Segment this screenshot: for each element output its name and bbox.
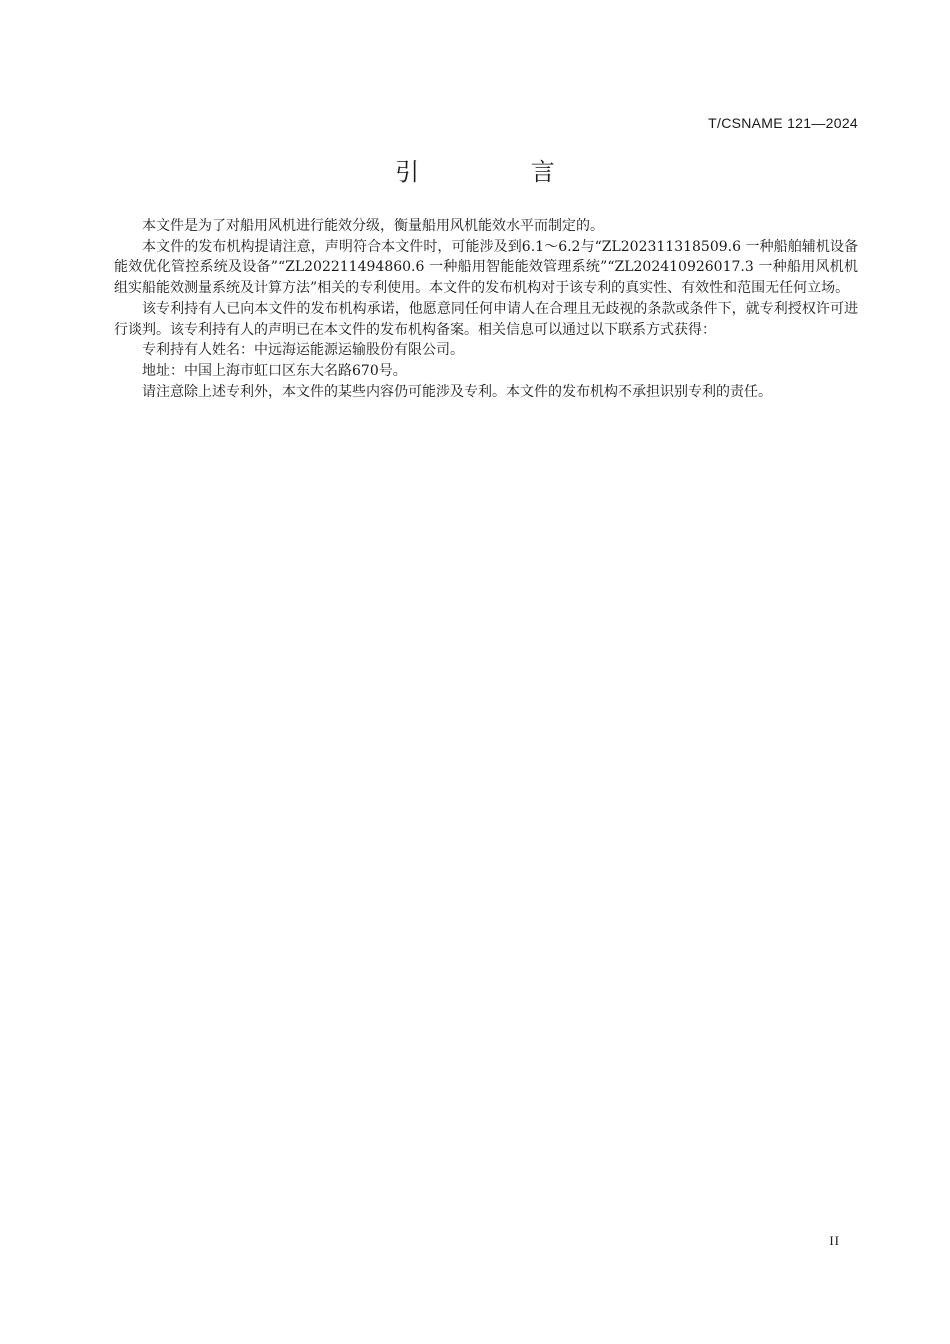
document-code: T/CSNAME 121—2024 bbox=[708, 115, 858, 131]
paragraph-address: 地址：中国上海市虹口区东大名路670号。 bbox=[142, 362, 407, 379]
introduction-body bbox=[114, 216, 858, 402]
paragraph-patent-commitment: 该专利持有人已向本文件的发布机构承诺，他愿意同任何申请人在合理且无歧视的条款或条件下，就专利授权许可进行谈判。该专利持有人的声明已在本文件的发布机构备案。相关信息可以通过以下联系方式获得： bbox=[114, 300, 858, 338]
page-title: 引 言 bbox=[395, 158, 607, 186]
paragraph-disclaimer: 请注意除上述专利外，本文件的某些内容仍可能涉及专利。本文件的发布机构不承担识别专利的责任。 bbox=[142, 383, 772, 400]
paragraph-purpose: 本文件是为了对船用风机进行能效分级，衡量船用风机能效水平而制定的。 bbox=[142, 218, 604, 234]
paragraph-patent-notice: 本文件的发布机构提请注意，声明符合本文件时，可能涉及到6.1～6.2与“ZL202311318509.6 一种船舶辅机设备能效优化管控系统及设备”“ZL202211494860.6 一种船用智能能效管理系统”“ZL202410926017.3 一种船用风机机组实船能效测量系统及计算方法”相关的专利使用。本文件的发布机构对于该专利的真实性、有效性和范围无任何立场。 bbox=[114, 238, 858, 297]
page-number: II bbox=[829, 1233, 840, 1248]
paragraph-patent-holder: 专利持有人姓名：中远海运能源运输股份有限公司。 bbox=[142, 342, 464, 359]
